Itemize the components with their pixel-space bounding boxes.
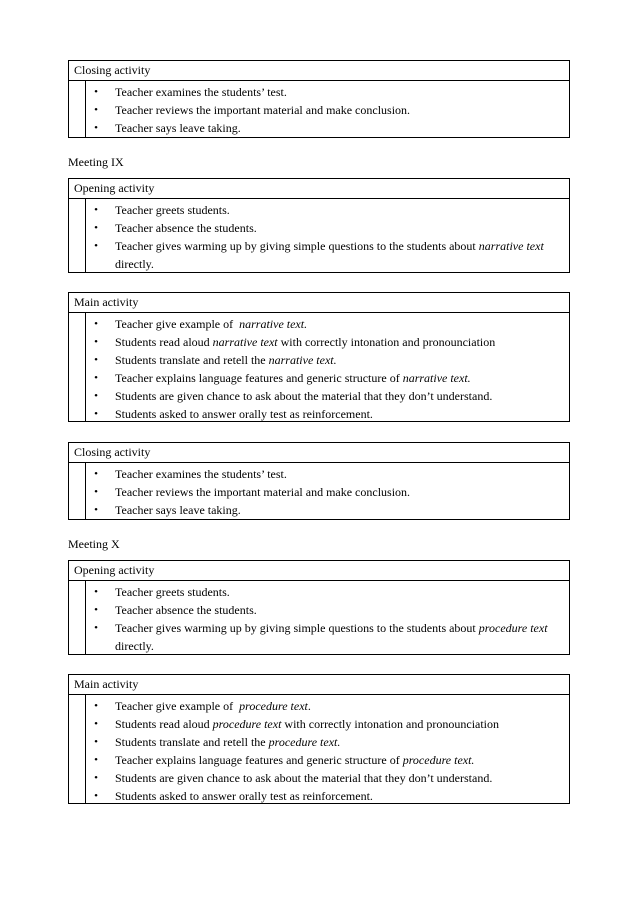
list-item: • Students are given chance to ask about the material that they don’t understand. <box>69 769 569 787</box>
list-item: • Students asked to answer orally test as reinforcement. <box>69 405 569 423</box>
bullet-icon: • <box>94 354 98 366</box>
bullet-icon: • <box>94 586 98 598</box>
list-item: • Teacher give example of procedure text. <box>69 697 569 715</box>
bullet-icon: • <box>94 504 98 516</box>
bullet-icon: • <box>94 622 98 634</box>
bullet-icon: • <box>94 86 98 98</box>
bullet-icon: • <box>94 390 98 402</box>
closing-activity-box-9 <box>68 442 570 520</box>
bullet-icon: • <box>94 204 98 216</box>
bullet-icon: • <box>94 468 98 480</box>
bullet-icon: • <box>94 790 98 802</box>
list-item: • Students translate and retell the narrative text. <box>69 351 569 369</box>
main-activity-box-10 <box>68 674 570 804</box>
bullet-icon: • <box>94 104 98 116</box>
bullet-icon: • <box>94 604 98 616</box>
closing-activity-list <box>69 463 569 519</box>
closing-activity-title: Closing activity <box>69 443 569 463</box>
list-item: • Teacher greets students. <box>69 583 569 601</box>
main-activity-title: Main activity <box>69 675 569 695</box>
list-item: • Teacher gives warming up by giving simple questions to the students about narrative text directly. <box>69 237 569 273</box>
bullet-icon: • <box>94 754 98 766</box>
bullet-icon: • <box>94 372 98 384</box>
list-item: • Teacher examines the students’ test. <box>69 83 569 101</box>
main-activity-title: Main activity <box>69 293 569 313</box>
list-item: • Teacher reviews the important material and make conclusion. <box>69 101 569 119</box>
bullet-icon: • <box>94 222 98 234</box>
list-item: • Teacher says leave taking. <box>69 119 569 137</box>
main-activity-list <box>69 695 569 805</box>
list-item: • Students are given chance to ask about the material that they don’t understand. <box>69 387 569 405</box>
list-item: • Teacher greets students. <box>69 201 569 219</box>
list-item: • Teacher give example of narrative text. <box>69 315 569 333</box>
list-item: • Students asked to answer orally test as reinforcement. <box>69 787 569 805</box>
opening-activity-box-9 <box>68 178 570 273</box>
list-item: • Teacher explains language features and generic structure of narrative text. <box>69 369 569 387</box>
bullet-icon: • <box>94 700 98 712</box>
opening-activity-list <box>69 199 569 273</box>
list-item: • Teacher reviews the important material and make conclusion. <box>69 483 569 501</box>
list-item: • Teacher examines the students’ test. <box>69 465 569 483</box>
closing-activity-list <box>69 81 569 137</box>
list-item: • Teacher says leave taking. <box>69 501 569 519</box>
opening-activity-list <box>69 581 569 655</box>
opening-activity-box-10 <box>68 560 570 655</box>
list-item: • Students translate and retell the procedure text. <box>69 733 569 751</box>
list-item: • Teacher absence the students. <box>69 601 569 619</box>
list-item: • Students read aloud narrative text with correctly intonation and pronounciation <box>69 333 569 351</box>
meeting-10-heading: Meeting X <box>68 537 120 551</box>
bullet-icon: • <box>94 718 98 730</box>
bullet-icon: • <box>94 318 98 330</box>
bullet-icon: • <box>94 736 98 748</box>
list-item: • Teacher gives warming up by giving simple questions to the students about procedure text directly. <box>69 619 569 655</box>
closing-activity-title: Closing activity <box>69 61 569 81</box>
bullet-icon: • <box>94 336 98 348</box>
opening-activity-title: Opening activity <box>69 561 569 581</box>
bullet-icon: • <box>94 772 98 784</box>
meeting-9-heading: Meeting IX <box>68 155 124 169</box>
main-activity-list <box>69 313 569 423</box>
bullet-icon: • <box>94 122 98 134</box>
closing-activity-box-1 <box>68 60 570 138</box>
list-item: • Students read aloud procedure text with correctly intonation and pronounciation <box>69 715 569 733</box>
main-activity-box-9 <box>68 292 570 422</box>
bullet-icon: • <box>94 408 98 420</box>
list-item: • Teacher explains language features and generic structure of procedure text. <box>69 751 569 769</box>
bullet-icon: • <box>94 240 98 252</box>
list-item: • Teacher absence the students. <box>69 219 569 237</box>
bullet-icon: • <box>94 486 98 498</box>
opening-activity-title: Opening activity <box>69 179 569 199</box>
